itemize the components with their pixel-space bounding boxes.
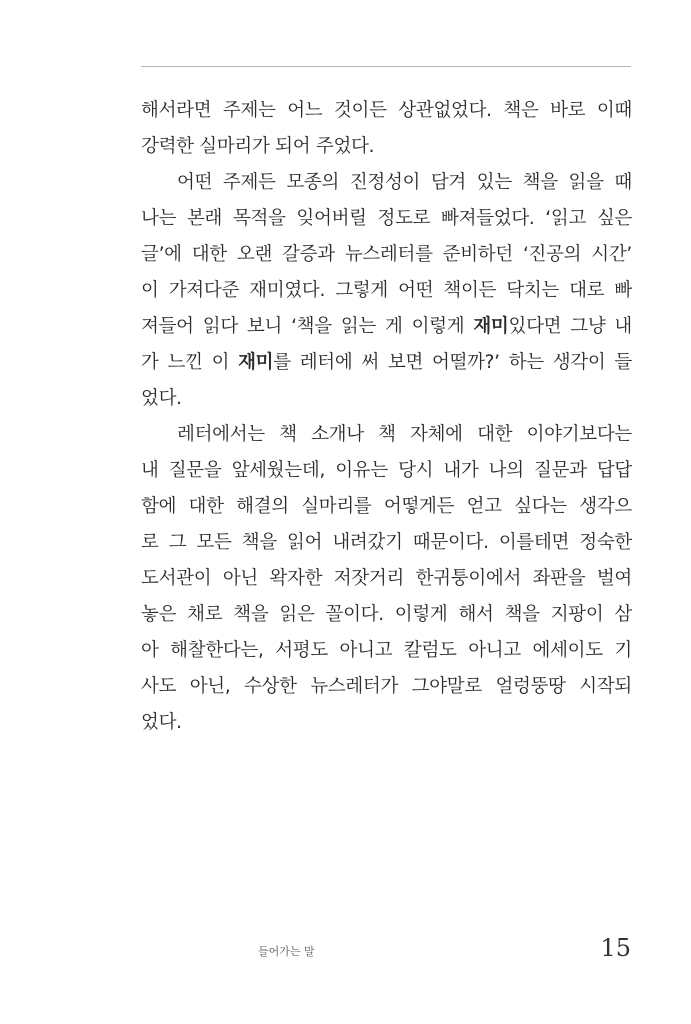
page-number: 15 xyxy=(600,934,631,962)
text-segment: 가 느낀 이 xyxy=(141,352,239,373)
text-segment: 있다면 그냥 내 xyxy=(508,316,632,337)
text-line: 도서관이 아닌 왁자한 저잣거리 한귀퉁이에서 좌판을 벌여 xyxy=(141,568,632,589)
text-line: 이 가져다준 재미였다. 그렇게 어떤 책이든 닥치는 대로 빠 xyxy=(141,280,632,301)
text-line: 로 그 모든 책을 읽어 내려갔기 때문이다. 이를테면 정숙한 xyxy=(141,532,632,553)
text-line: 놓은 채로 책을 읽은 꼴이다. 이렇게 해서 책을 지팡이 삼 xyxy=(141,604,632,625)
body-text xyxy=(141,93,632,741)
text-line: 함에 대한 해결의 실마리를 어떻게든 얻고 싶다는 생각으 xyxy=(141,496,632,517)
text-line: 사도 아닌, 수상한 뉴스레터가 그야말로 얼렁뚱땅 시작되 xyxy=(141,676,632,697)
text-line: 내 질문을 앞세웠는데, 이유는 당시 내가 나의 질문과 답답 xyxy=(141,460,632,481)
text-line: 강력한 실마리가 되어 주었다. xyxy=(141,136,375,157)
text-line: 어떤 주제든 모종의 진정성이 담겨 있는 책을 읽을 때 xyxy=(177,172,632,193)
text-line-with-emphasis xyxy=(141,309,632,345)
text-line-with-emphasis xyxy=(141,345,632,381)
emphasis-text: 재미 xyxy=(473,316,509,337)
text-line: 었다. xyxy=(141,712,182,733)
text-line: 아 해찰한다는, 서평도 아니고 칼럼도 아니고 에세이도 기 xyxy=(141,640,632,661)
text-line: 었다. xyxy=(141,388,182,409)
footer-section-title: 들어가는 말 xyxy=(258,945,315,958)
text-line: 글’에 대한 오랜 갈증과 뉴스레터를 준비하던 ‘진공의 시간’ xyxy=(141,244,632,265)
text-segment: 를 레터에 써 보면 어떨까?’ 하는 생각이 들 xyxy=(273,352,632,373)
text-segment: 져들어 읽다 보니 ‘책을 읽는 게 이렇게 xyxy=(141,316,474,337)
text-line: 해서라면 주제는 어느 것이든 상관없었다. 책은 바로 이때 xyxy=(141,100,632,121)
text-line: 나는 본래 목적을 잊어버릴 정도로 빠져들었다. ‘읽고 싶은 xyxy=(141,208,632,229)
text-line: 레터에서는 책 소개나 책 자체에 대한 이야기보다는 xyxy=(177,424,632,445)
header-rule xyxy=(141,66,631,67)
emphasis-text: 재미 xyxy=(238,352,274,373)
